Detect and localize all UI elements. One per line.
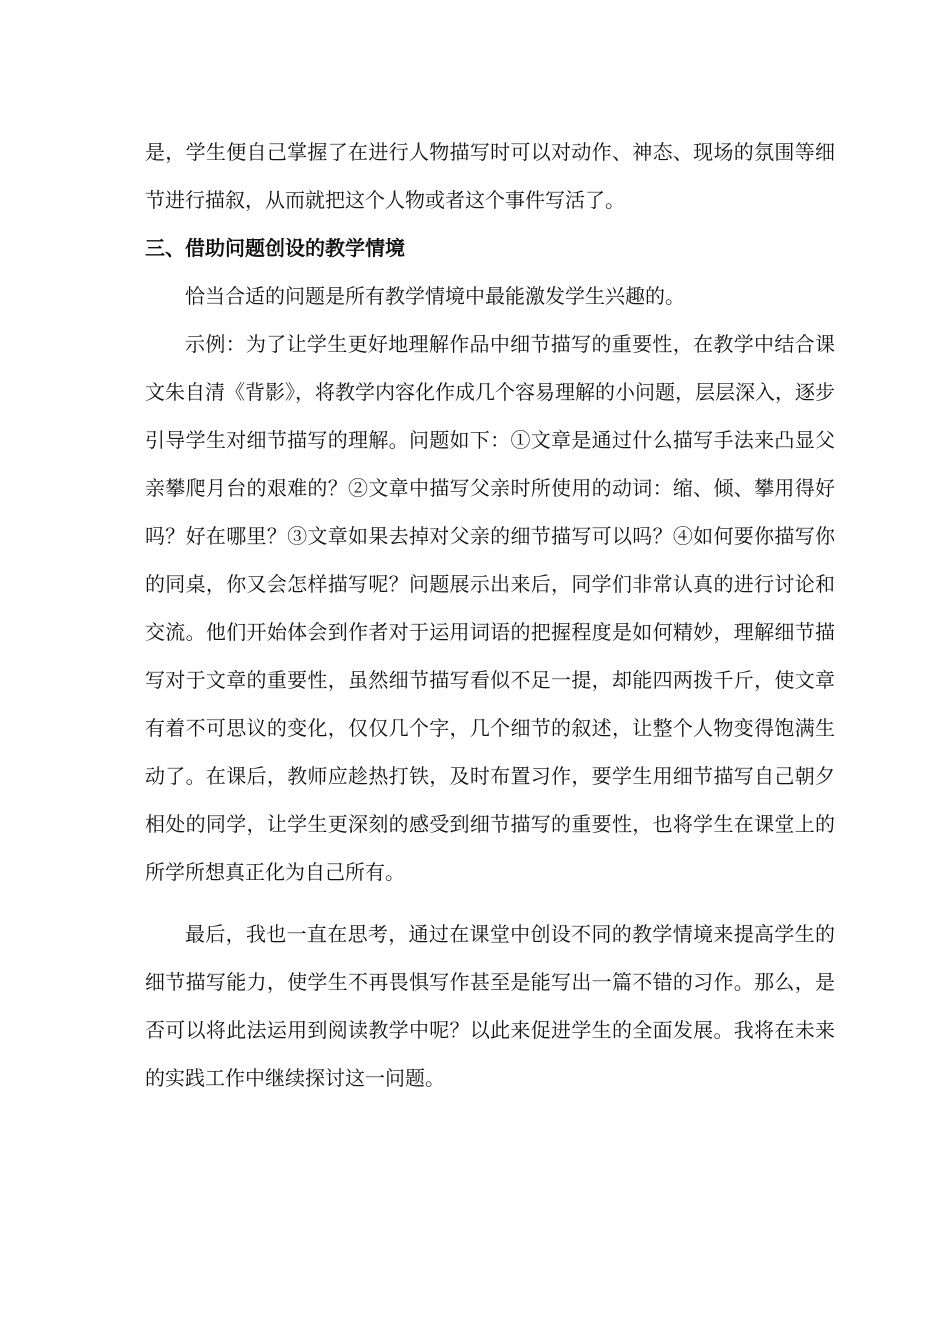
intro-paragraph: 恰当合适的问题是所有教学情境中最能激发学生兴趣的。 xyxy=(185,284,685,308)
paragraph-gap xyxy=(145,896,835,910)
document-body xyxy=(145,128,835,1102)
section-heading: 三、借助问题创设的教学情境 xyxy=(145,236,405,260)
example-paragraph: 示例：为了让学生更好地理解作品中细节描写的重要性，在教学中结合课文朱自清《背影》，将教学内容化作成几个容易理解的小问题，层层深入，逐步引导学生对细节描写的理解。问题如下：①文章是通过什么描写手法来凸显父亲攀爬月台的艰难的？②文章中描写父亲时所使用的动词：缩、倾、攀用得好吗？好在哪里？③文章如果去掉对父亲的细节描写可以吗？④如何要你描写你的同桌，你又会怎样描写呢？问题展示出来后，同学们非常认真的进行讨论和交流。他们开始体会到作者对于运用词语的把握程度是如何精妙，理解细节描写对于文章的重要性，虽然细节描写看似不足一提，却能四两拨千斤，使文章有着不可思议的变化，仅仅几个字，几个细节的叙述，让整个人物变得饱满生动了。在课后，教师应趁热打铁，及时布置习作，要学生用细节描写自己朝夕相处的同学，让学生更深刻的感受到细节描写的重要性，也将学生在课堂上的所学所想真正化为自己所有。 xyxy=(145,332,835,884)
conclusion-paragraph: 最后，我也一直在思考，通过在课堂中创设不同的教学情境来提高学生的细节描写能力，使学生不再畏惧写作甚至是能写出一篇不错的习作。那么，是否可以将此法运用到阅读教学中呢？以此来促进学生的全面发展。我将在未来的实践工作中继续探讨这一问题。 xyxy=(145,922,835,1090)
continuation-paragraph: 是，学生便自己掌握了在进行人物描写时可以对动作、神态、现场的氛围等细节进行描叙，从而就把这个人物或者这个事件写活了。 xyxy=(145,140,835,212)
